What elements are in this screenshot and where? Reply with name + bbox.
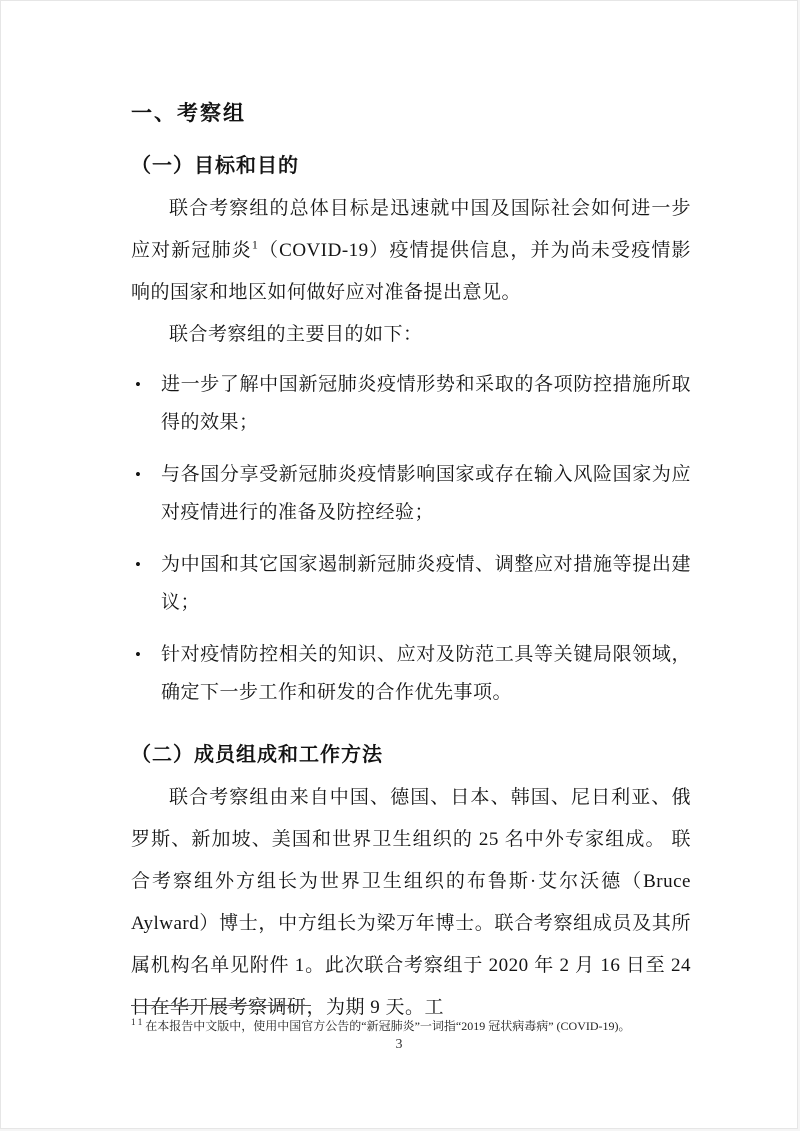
list-item-text: 进一步了解中国新冠肺炎疫情形势和采取的各项防控措施所取得的效果； [161,374,691,433]
list-item [131,636,691,712]
bullet-icon: • [135,645,141,664]
objectives-text-post: （COVID-19）疫情提供信息，并为尚未受疫情影响的国家和地区如何做好应对准备提出意见。 [131,240,691,303]
footnote-reference: 1 [251,237,259,252]
page-content [131,97,691,1029]
subsection-heading-membership: （二）成员组成和工作方法 [131,744,383,766]
list-item-text: 为中国和其它国家遏制新冠肺炎疫情、调整应对措施等提出建议； [161,554,691,613]
footnote-separator [131,1005,311,1006]
footnote-text: 在本报告中文版中，使用中国官方公告的“新冠肺炎”一词指“2019 冠状病毒病” (COVID-19)。 [145,1019,631,1033]
footnote-marker: 1 1 [131,1017,143,1027]
list-item [131,456,691,532]
list-item-text: 针对疫情防控相关的知识、应对及防范工具等关键局限领域，确定下一步工作和研发的合作优先事项。 [161,644,691,703]
section-heading: 一、考察组 [131,101,246,125]
page-number: 3 [395,1037,403,1052]
bullet-icon: • [135,375,141,394]
bullet-icon: • [135,465,141,484]
list-item [131,546,691,622]
list-item-text: 与各国分享受新冠肺炎疫情影响国家或存在输入风险国家为应对疫情进行的准备及防控经验； [161,464,691,523]
paragraph-membership: 联合考察组由来自中国、德国、日本、韩国、尼日利亚、俄罗斯、新加坡、美国和世界卫生组织的 25 名中外专家组成。 联合考察组外方组长为世界卫生组织的布鲁斯·艾尔沃德（Bruce Aylward）博士，中方组长为梁万年博士。联合考察组成员及其所属机构名单见附件 1。此次联合考察组于 2020 年 2 月 16 日至 24 日在华开展考察调研，为期 9 天。工 [131,787,691,1018]
objectives-text-pre: 联合考察组的总体目标是迅速就中国及国际社会如何进一步应对新冠肺炎 [131,198,691,261]
subsection-heading-objectives: （一）目标和目的 [131,155,299,177]
paragraph-objectives [131,188,691,314]
bullet-icon: • [135,555,141,574]
list-item [131,366,691,442]
paragraph-purpose-intro: 联合考察组的主要目的如下： [169,324,423,345]
purpose-bullet-list [131,366,691,712]
footnote [131,1013,691,1035]
